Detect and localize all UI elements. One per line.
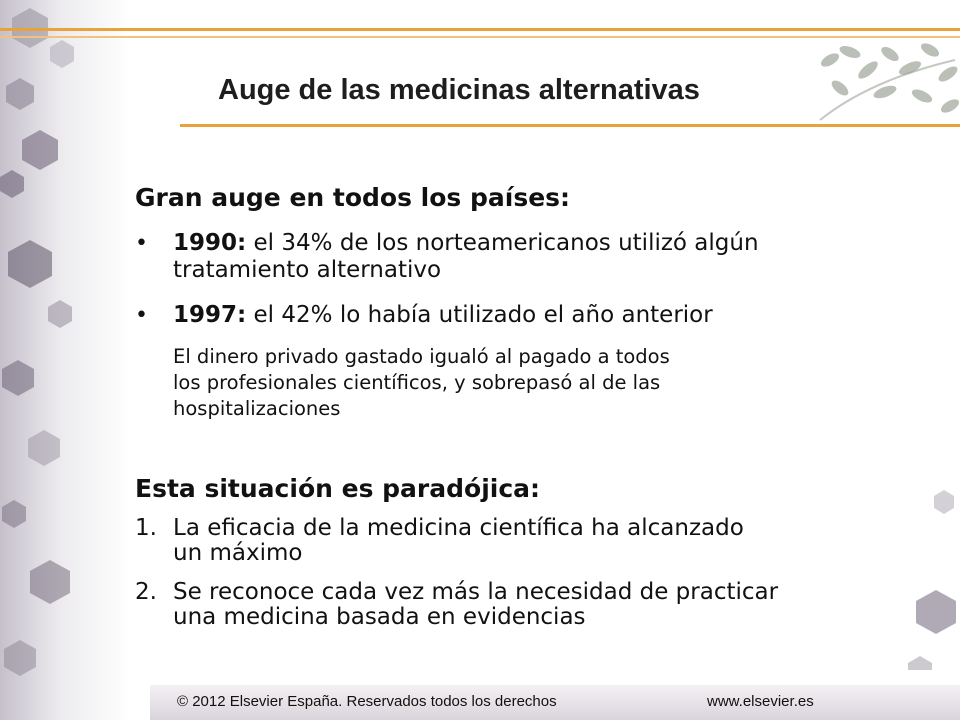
- item-number: 2.: [135, 579, 157, 605]
- note-line: hospitalizaciones: [173, 397, 341, 420]
- section-heading-paradox: Esta situación es paradójica:: [135, 474, 541, 503]
- bullet-year: 1990:: [173, 230, 247, 256]
- item-number: 1.: [135, 515, 157, 541]
- bullet-icon: •: [135, 303, 148, 328]
- slide-title: Auge de las medicinas alternativas: [218, 74, 700, 106]
- footer-copyright: © 2012 Elsevier España. Reservados todos los derechos: [177, 693, 557, 710]
- note-line: El dinero privado gastado igualó al pagado a todos: [173, 345, 670, 368]
- note-line: los profesionales científicos, y sobrepasó al de las: [173, 371, 661, 394]
- bullet-text: [173, 230, 759, 284]
- bullet-year: 1997:: [173, 302, 247, 328]
- bullet-line: el 42% lo había utilizado el año anterior: [246, 302, 713, 328]
- footer-url: www.elsevier.es: [707, 693, 814, 710]
- bullet-line: tratamiento alternativo: [173, 257, 442, 283]
- bullet-line: el 34% de los norteamericanos utilizó algún: [246, 230, 759, 256]
- item-text: [173, 516, 744, 566]
- item-line: una medicina basada en evidencias: [173, 604, 586, 630]
- item-line: un máximo: [173, 540, 303, 566]
- item-line: Se reconoce cada vez más la necesidad de practicar: [173, 579, 779, 605]
- bullet-text: [173, 302, 713, 329]
- item-line: La eficacia de la medicina científica ha alcanzado: [173, 515, 744, 541]
- item-text: [173, 580, 778, 630]
- section-heading-growth: Gran auge en todos los países:: [135, 183, 571, 212]
- note-paragraph: [173, 344, 670, 422]
- bullet-icon: •: [135, 231, 148, 256]
